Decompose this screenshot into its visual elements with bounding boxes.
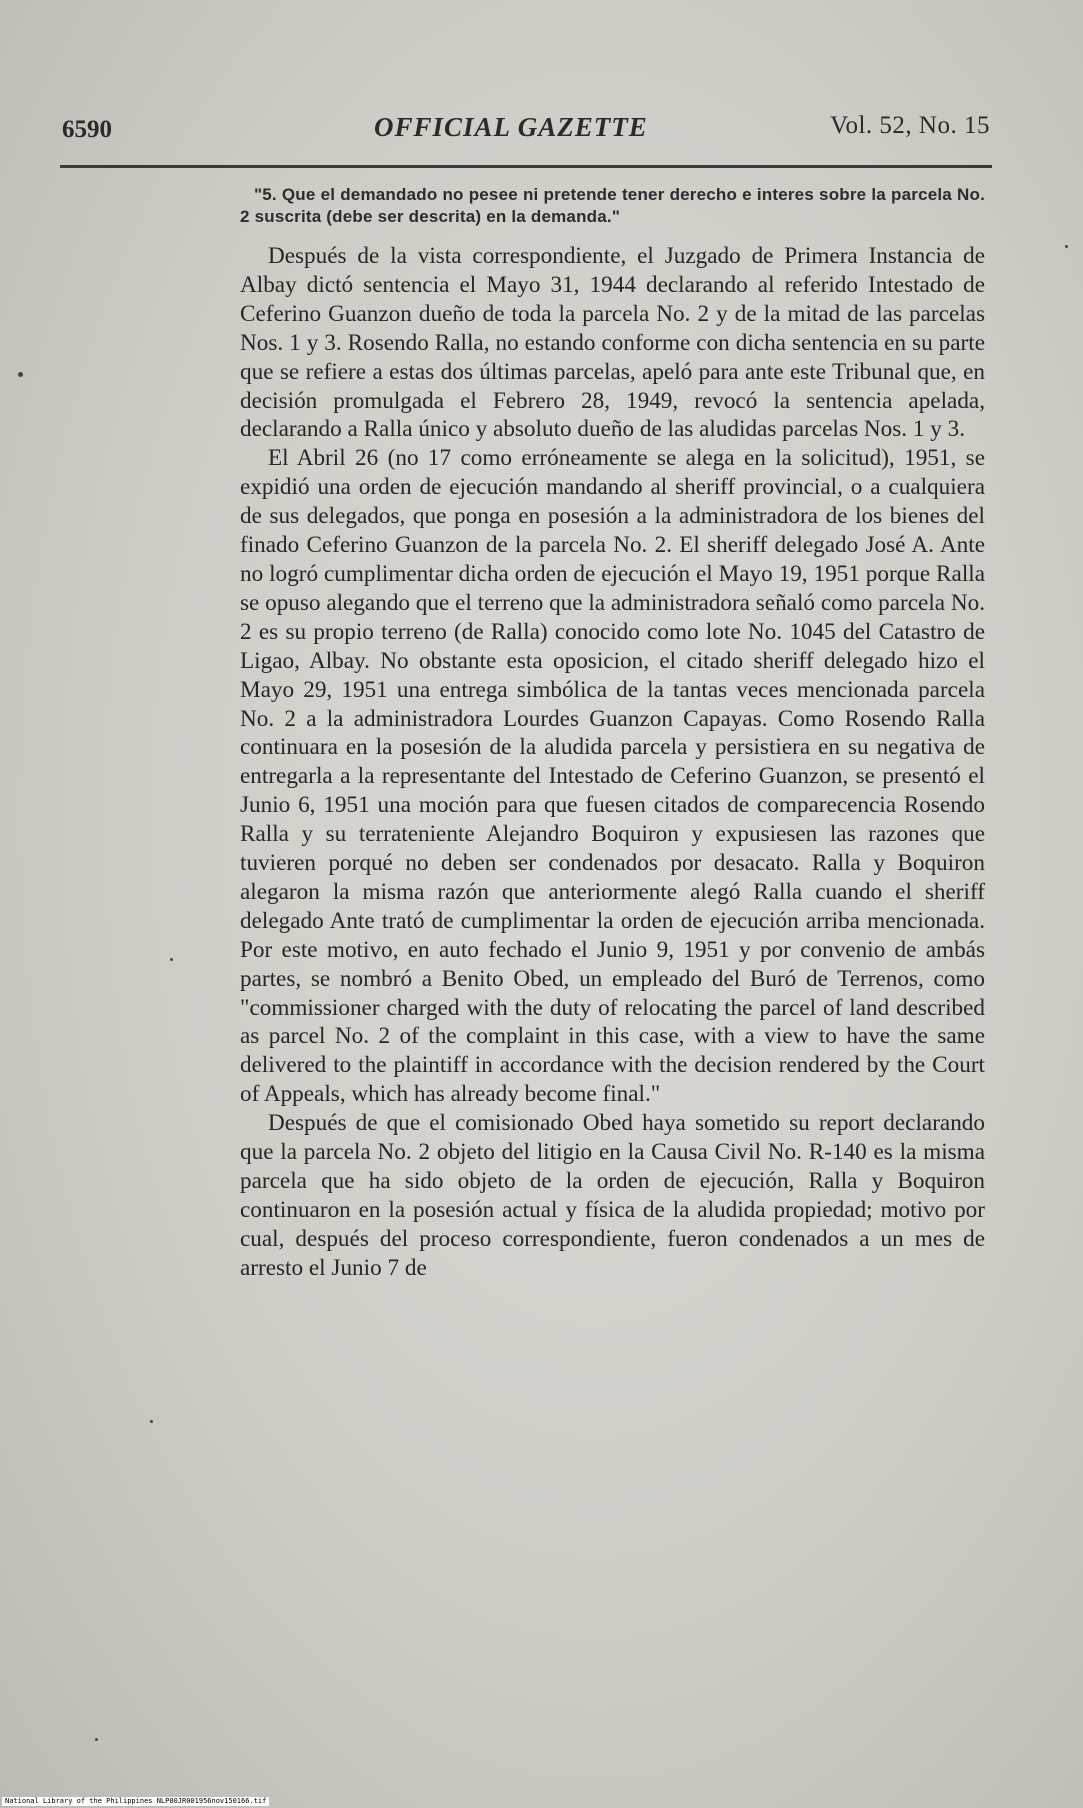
scan-speck: [95, 1738, 98, 1741]
scan-speck: [150, 1420, 153, 1423]
scan-speck: [1065, 245, 1068, 248]
scan-footer: National Library of the Philippines NLP00JR001956nov150166.tif: [2, 1797, 269, 1806]
paragraph: Después de que el comisionado Obed haya sometido su report declarando que la parcela No. 2 objeto del litigio en la Causa Civil No. R-140 es la misma parcela que ha sido objeto de la orden de ejecución, Ralla y Boquiron continuaron en la posesión actual y física de la aludida propiedad; motivo por cual, después del proceso correspondiente, fueron condenados a un mes de arresto el Junio 7 de: [240, 1110, 985, 1281]
header-rule: [60, 165, 992, 168]
scan-speck: [18, 372, 23, 377]
volume-number: Vol. 52, No. 15: [830, 112, 990, 139]
page-header: [62, 108, 990, 148]
body-text: [240, 184, 985, 1283]
paragraph: El Abril 26 (no 17 como erróneamente se alega en la solicitud), 1951, se expidió una orden de ejecución mandando al sheriff provincial, o a cualquiera de sus delegados, que ponga en posesión a la administradora de los bienes del finado Ceferino Guanzon de la parcela No. 2. El sheriff delegado José A. Ante no logró cumplimentar dicha orden de ejecución el Mayo 19, 1951 porque Ralla se opuso alegando que el terreno que la administradora señaló como parcela No. 2 es su propio terreno (de Ralla) conocido como lote No. 1045 del Catastro de Ligao, Albay. No obstante esta oposicion, el citado sheriff delegado hizo el Mayo 29, 1951 una entrega simbólica de la tantas veces mencionada parcela No. 2 a la administradora Lourdes Guanzon Capayas. Como Rosendo Ralla continuara en la posesión de la aludida parcela y persistiera en su negativa de entregarla a la representante del Intestado de Ceferino Guanzon, se presentó el Junio 6, 1951 una moción para que fuesen citados de comparecencia Rosendo Ralla y su terrateniente Alejandro Boquiron y expusiesen las razones que tuvieren porqué no deben ser condenados por desacato. Ralla y Boquiron alegaron la misma razón que anteriormente alegó Ralla cuando el sheriff delegado Ante trató de cumplimentar la orden de ejecución arriba mencionada. Por este motivo, en auto fechado el Junio 9, 1951 y por convenio de ambás partes, se nombró a Benito Obed, un empleado del Buró de Terrenos, como "commissioner charged with the duty of relocating the parcel of land described as parcel No. 2 of the complaint in this case, with a view to have the same delivered to the plaintiff in accordance with the decision rendered by the Court of Appeals, which has already become final.": [240, 445, 985, 1108]
quoted-clause: "5. Que el demandado no pesee ni pretende tener derecho e interes sobre la parcela No. 2 suscrita (debe ser descrita) en la demanda.": [240, 185, 985, 226]
scan-speck: [170, 958, 173, 961]
page-number: 6590: [62, 116, 112, 143]
paragraph: Después de la vista correspondiente, el Juzgado de Primera Instancia de Albay dictó sentencia el Mayo 31, 1944 declarando al referido Intestado de Ceferino Guanzon dueño de toda la parcela No. 2 y de la mitad de las parcelas Nos. 1 y 3. Rosendo Ralla, no estando conforme con dicha sentencia en su parte que se refiere a estas dos últimas parcelas, apeló para ante este Tribunal que, en decisión promulgada el Febrero 28, 1949, revocó la sentencia apelada, declarando a Ralla único y absoluto dueño de las aludidas parcelas Nos. 1 y 3.: [240, 243, 985, 443]
gazette-title: OFFICIAL GAZETTE: [374, 112, 648, 142]
